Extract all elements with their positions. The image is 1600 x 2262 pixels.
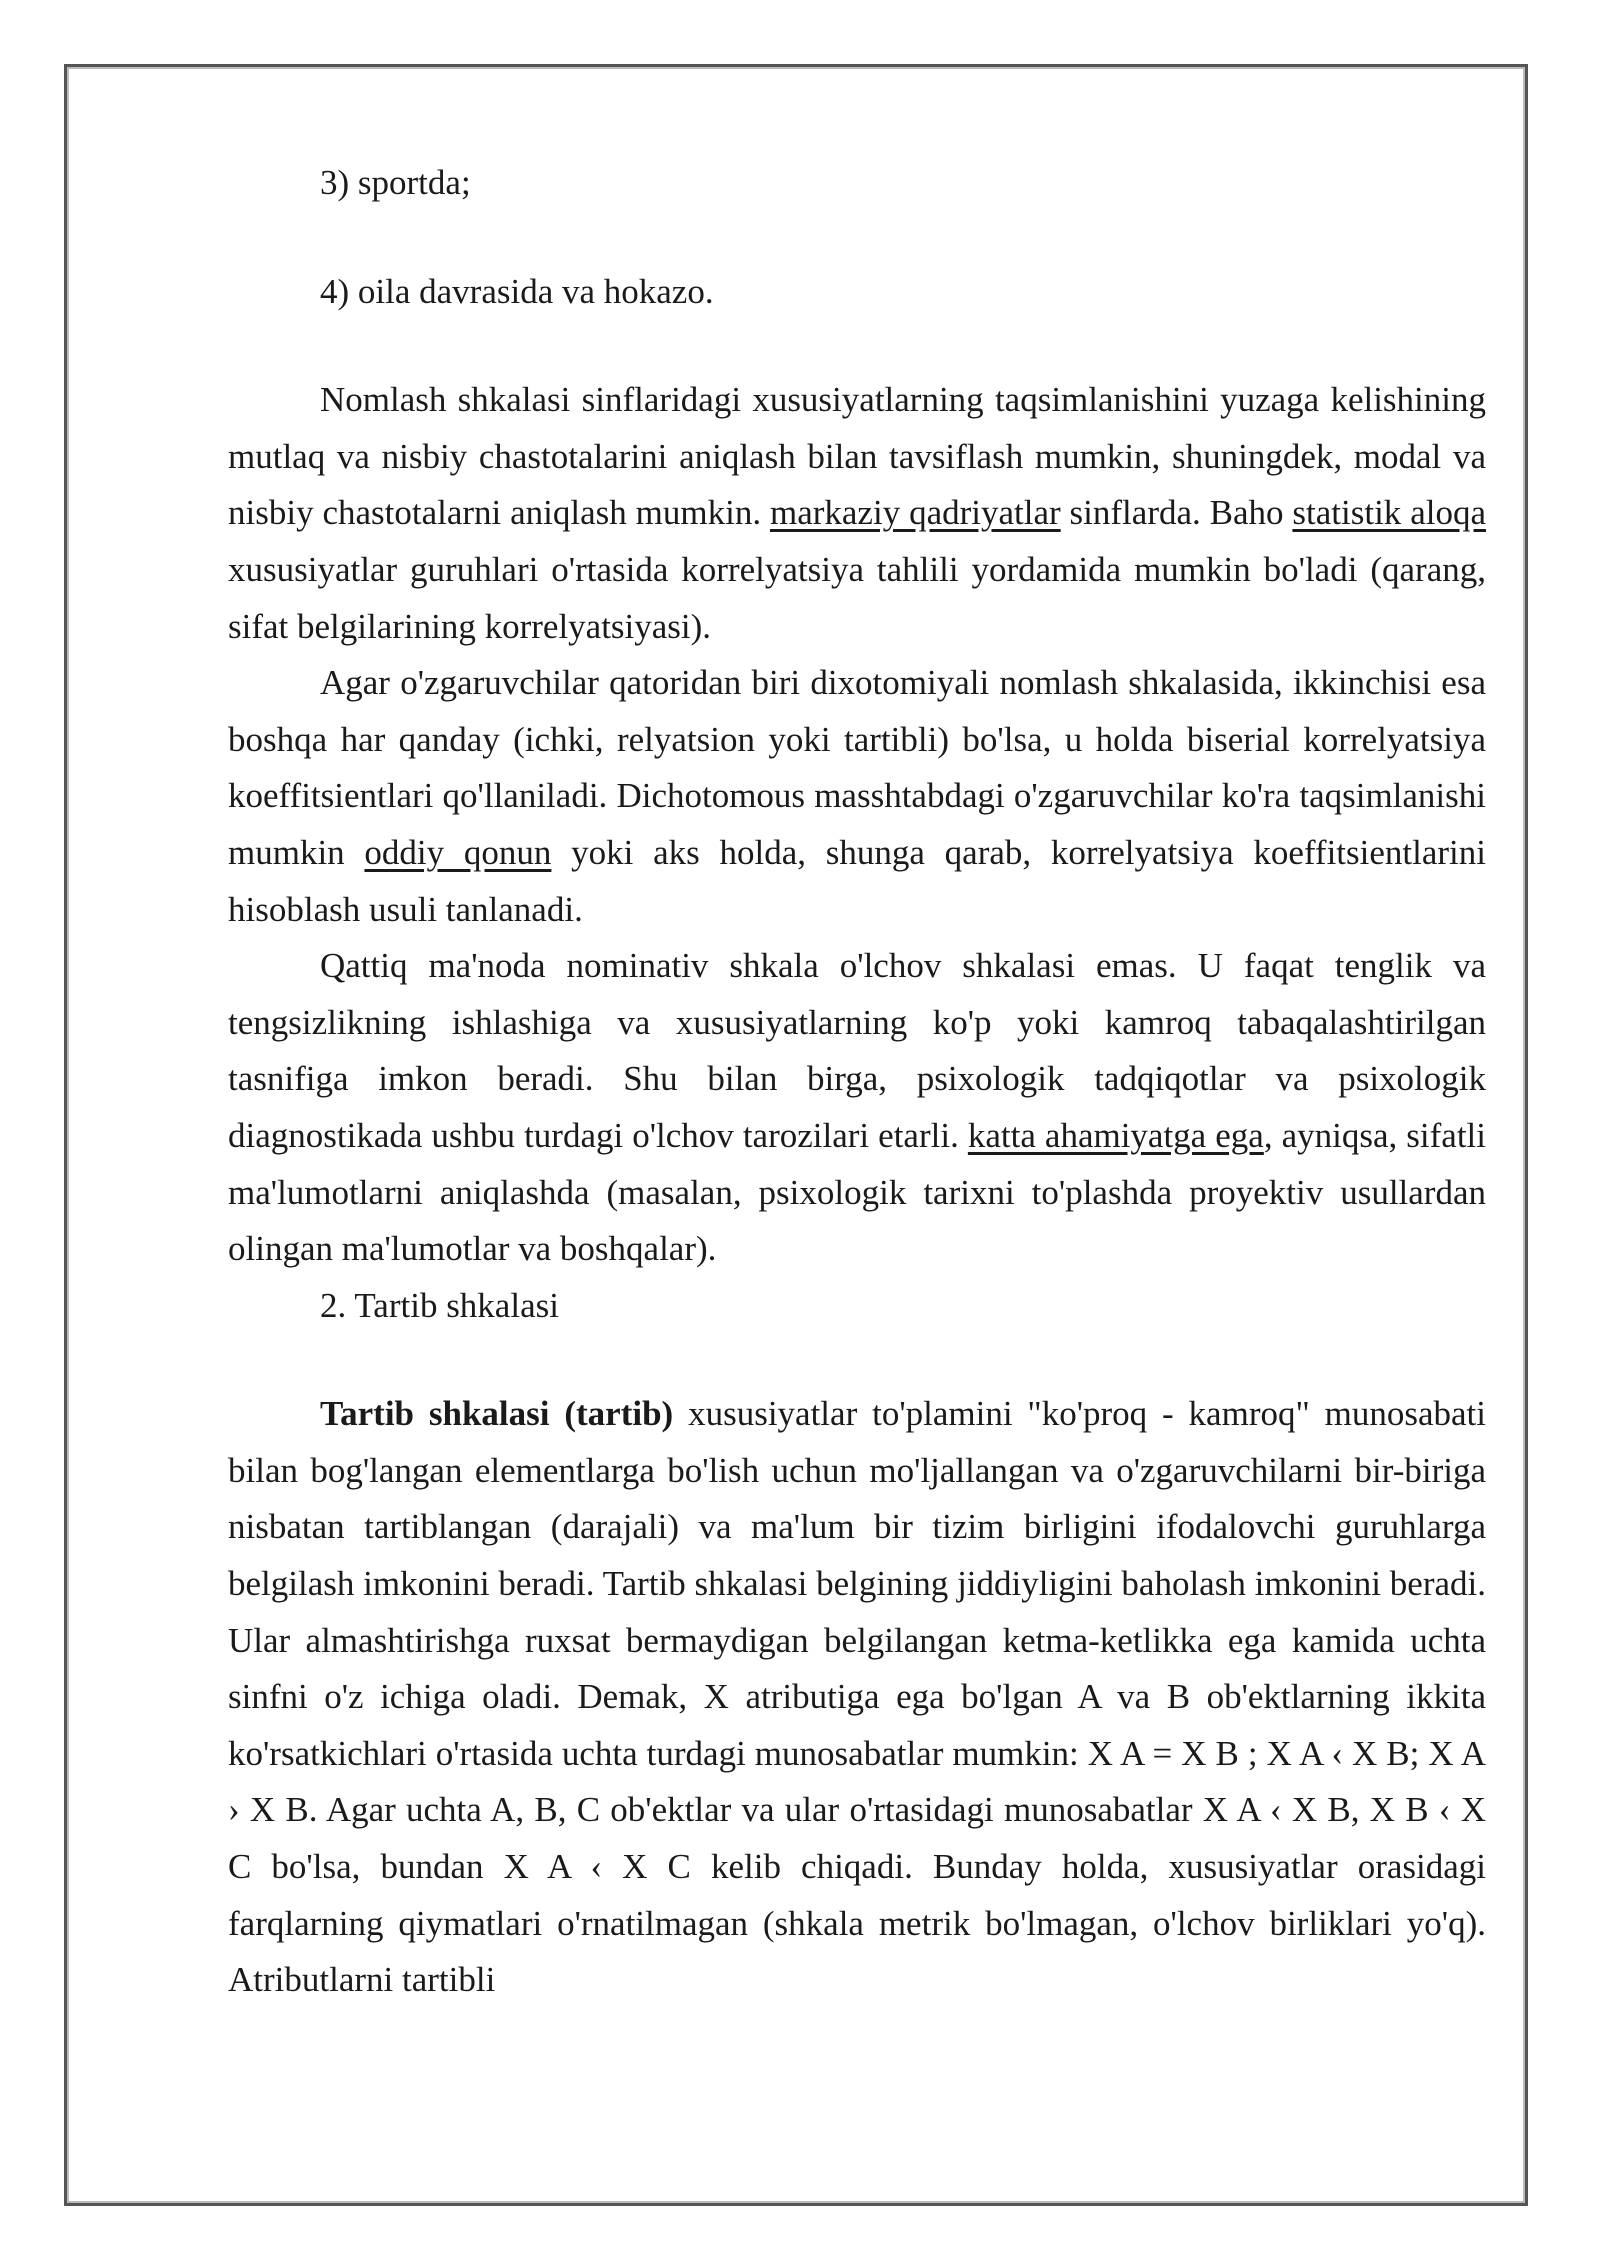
section-heading: 2. Tartib shkalasi (320, 1285, 559, 1325)
term-tartib-shkalasi: Tartib shkalasi (tartib) (320, 1394, 674, 1434)
link-markaziy-qadriyatlar[interactable]: markaziy qadriyatlar (769, 493, 1061, 533)
link-oddiy-qonun[interactable]: oddiy qonun (364, 832, 552, 872)
spacer (228, 1334, 1486, 1386)
spacer (228, 212, 1486, 264)
link-katta-ahamiyatga-ega[interactable]: katta ahamiyatga ega (967, 1115, 1264, 1155)
paragraph-nomlash: Nomlash shkalasi sinflaridagi xususiyatlarning taqsimlanishini yuzaga kelishining mutlaq va nisbiy chastotalarini aniqlash bilan tavsiflash mumkin, shuningdek, modal va nisbiy chastotalarni aniqlash mumkin. markaziy qadriyatlar sinflarda. Baho statistik aloqa xususiyatlar guruhlari o'rtasida korrelyatsiya tahlili yordamida mumkin bo'ladi (qarang, sifat belgilarining korrelyatsiyasi). (228, 380, 1486, 646)
spacer (228, 320, 1486, 372)
list-item-4: 4) oila davrasida va hokazo. (320, 271, 714, 311)
paragraph-dixotomiya: Agar o'zgaruvchilar qatoridan biri dixotomiyali nomlash shkalasida, ikkinchisi esa boshqa har qanday (ichki, relyatsion yoki tartibli) bo'lsa, u holda biserial korrelyatsiya koeffitsientlari qo'llaniladi. Dichotomous masshtabdagi o'zgaruvchilar ko'ra taqsimlanishi mumkin oddiy qonun yoki aks holda, shunga qarab, korrelyatsiya koeffitsientlarini hisoblash usuli tanlanadi. (228, 663, 1486, 929)
paragraph-tartib: Tartib shkalasi (tartib) xususiyatlar to'plamini "ko'proq - kamroq" munosabati bilan bog'langan elementlarga bo'lish uchun mo'ljallangan va o'zgaruvchilarni bir-biriga nisbatan tartiblangan (darajali) va ma'lum bir tizim birligini ifodalovchi guruhlarga belgilash imkonini beradi. Tartib shkalasi belgining jiddiyligini baholash imkonini beradi. Ular almashtirishga ruxsat bermaydigan belgilangan ketma-ketlikka ega kamida uchta sinfni o'z ichiga oladi. Demak, X atributiga ega bo'lgan A va B ob'ektlarning ikkita ko'rsatkichlari o'rtasida uchta turdagi munosabatlar mumkin: X A = X B ; X A ‹ X B; X A › X B. Agar uchta A, B, C ob'ektlar va ular o'rtasidagi munosabatlar X A ‹ X B, X B ‹ X C bo'lsa, bundan X A ‹ X C kelib chiqadi. Bunday holda, xususiyatlar orasidagi farqlarning qiymatlari o'rnatilmagan (shkala metrik bo'lmagan, o'lchov birliklari yo'q). Atributlarni tartibli (228, 1394, 1486, 2000)
paragraph-nominativ: Qattiq ma'noda nominativ shkala o'lchov shkalasi emas. U faqat tenglik va tengsizlikning ishlashiga va xususiyatlarning ko'p yoki kamroq tabaqalashtirilgan tasnifiga imkon beradi. Shu bilan birga, psixologik tadqiqotlar va psixologik diagnostikada ushbu turdagi o'lchov tarozilari etarli. katta ahamiyatga ega, ayniqsa, sifatli ma'lumotlarni aniqlashda (masalan, psixologik tarixni to'plashda proyektiv usullardan olingan ma'lumotlar va boshqalar). (228, 946, 1487, 1269)
list-item-3: 3) sportda; (320, 163, 471, 202)
link-statistik-aloqa[interactable]: statistik aloqa (1292, 493, 1486, 533)
document-page (228, 155, 1486, 2009)
